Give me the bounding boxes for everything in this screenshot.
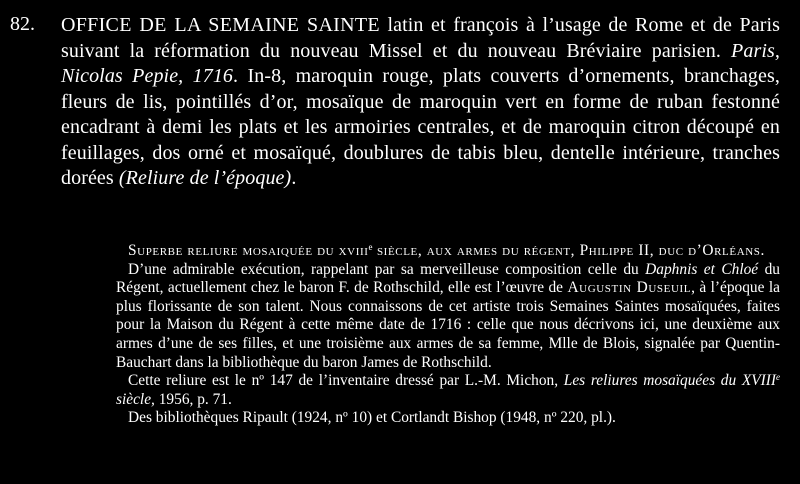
para1-text-c: , à l’époque la plus florissante de son talent. Nous connaissons de cet artiste trois Semaines Saintes mosaïquées, faites pour la Maison du Régent à cette même date de 1716 : celle que nous décrivons ici, une deuxième aux armes d’une de ses filles, et une troisième aux armes de sa femme, Mlle de Blois, signalée par Quentin-Bauchart dans la bibliothèque du baron James de Rothschild.: [116, 279, 780, 371]
headline-superscript: e: [368, 242, 373, 252]
notes-paragraph-3: Des bibliothèques Ripault (1924, nº 10) et Cortlandt Bishop (1948, nº 220, pl.).: [128, 409, 616, 427]
para2-italic-2: siècle,: [116, 390, 155, 408]
headline-part-1: Superbe reliure mosaiquée du xviii: [128, 242, 369, 259]
para2-italic-1: Les reliures mosaïquées du XVIII: [563, 372, 777, 390]
para2-italic-sup: e: [776, 372, 781, 383]
para2-text-b: 1956, p. 71.: [154, 390, 232, 408]
final-period: .: [291, 167, 297, 189]
description-part-1: latin et françois à l’usage de Rome et de Paris suivant la réformation du nouveau Missel et du nouveau Bréviaire parisien.: [61, 14, 780, 62]
para2-text-a: Cette reliure est le nº 147 de l’inventaire dressé par L.-M. Michon,: [128, 372, 564, 390]
notes-section: [116, 242, 780, 428]
notes-paragraph-1: [116, 261, 780, 373]
headline-part-2: siècle, aux armes du régent, Philippe II, duc d’Orléans.: [372, 242, 765, 259]
book-title: OFFICE DE LA SEMAINE SAINTE: [61, 14, 380, 36]
para1-text-a: D’une admirable exécution, rappelant par sa merveilleuse composition celle du: [128, 260, 646, 278]
binder-name: Augustin Duseuil: [567, 279, 692, 297]
notes-paragraph-2: [116, 372, 780, 409]
imprint: Paris, Nicolas Pepie, 1716: [61, 39, 780, 87]
description-part-2: . In-8, maroquin rouge, plats couverts d’ornements, branchages, fleurs de lis, pointillés d’or, mosaïque de maroquin vert en forme de ruban festonné encadrant à demi les plats et les armoiries centrales, et de maroquin citron découpé en feuillages, dos orné et mosaïqué, doublures de tabis bleu, dentelle intérieure, tranches dorées: [61, 65, 780, 189]
notes-headline: [116, 242, 780, 261]
binding-note: (Reliure de l’époque): [118, 167, 292, 189]
para1-text-b: du Régent, actuellement chez le baron F. de Rothschild, elle est l’œuvre de: [116, 260, 780, 297]
lot-number: 82.: [10, 13, 35, 35]
para1-italic-title: Daphnis et Chloé: [645, 260, 759, 278]
entry-description: [61, 13, 780, 192]
